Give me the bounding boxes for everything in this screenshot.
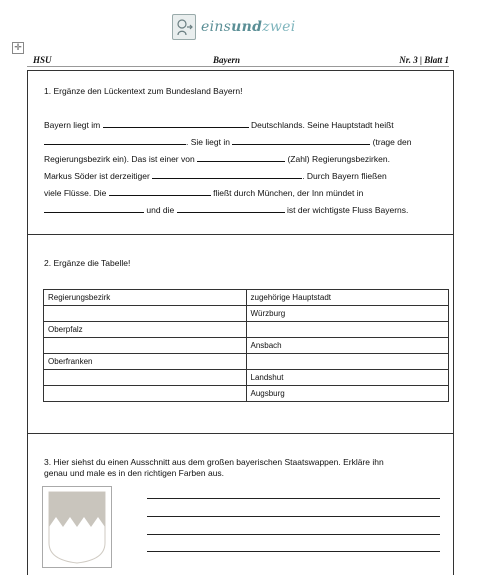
task3-title: 3. Hier siehst du einen Ausschnitt aus dem großen bayerischen Staatswappen. Erkläre ihn genau und male es in den richtigen Farben aus. (44, 457, 384, 478)
table-cell[interactable]: Oberpfalz (44, 322, 247, 338)
table-row (44, 354, 449, 370)
answer-line[interactable] (147, 551, 440, 552)
section-divider (27, 70, 453, 71)
logo (172, 12, 296, 42)
table-cell[interactable] (44, 306, 247, 322)
table-header-cell: Regierungsbezirk (44, 290, 247, 306)
table-cell[interactable]: Landshut (246, 370, 449, 386)
table-cell[interactable] (44, 386, 247, 402)
task1-line: viele Flüsse. Die fließt durch München, der Inn mündet in (44, 188, 364, 198)
blank-field[interactable] (44, 135, 186, 145)
table-cell[interactable]: Oberfranken (44, 354, 247, 370)
blank-field[interactable] (44, 203, 144, 213)
table-cell[interactable]: Würzburg (246, 306, 449, 322)
franconian-rake-icon (43, 487, 111, 567)
task1-line: Markus Söder ist derzeitiger . Durch Bayern fließen (44, 171, 387, 181)
answer-line[interactable] (147, 516, 440, 517)
blank-field[interactable] (152, 169, 302, 179)
section-divider (27, 234, 453, 235)
table-cell[interactable] (246, 354, 449, 370)
section-divider (27, 433, 453, 434)
table-header-cell: zugehörige Hauptstadt (246, 290, 449, 306)
blank-field[interactable] (197, 152, 285, 162)
table-left-border (27, 70, 28, 575)
task2-title: 2. Ergänze die Tabelle! (44, 258, 131, 268)
table-row (44, 322, 449, 338)
header-right: Nr. 3 | Blatt 1 (399, 55, 449, 65)
table-header-row (44, 290, 449, 306)
answer-line[interactable] (147, 534, 440, 535)
table-move-handle-icon[interactable]: ✛ (12, 42, 24, 54)
table-row (44, 386, 449, 402)
coat-of-arms-image[interactable] (42, 486, 112, 568)
blank-field[interactable] (109, 186, 211, 196)
table-cell[interactable]: Ansbach (246, 338, 449, 354)
task1-line: Regierungsbezirk ein). Das ist einer von (Zahl) Regierungsbezirken. (44, 154, 390, 164)
logo-text: einsundzwei (201, 19, 296, 35)
task1-line: Bayern liegt im Deutschlands. Seine Hauptstadt heißt (44, 120, 394, 130)
table-cell[interactable]: Augsburg (246, 386, 449, 402)
table-row (44, 370, 449, 386)
logo-icon (172, 14, 196, 40)
blank-field[interactable] (177, 203, 285, 213)
table-cell[interactable] (44, 370, 247, 386)
districts-table (43, 289, 449, 402)
task1-line: . Sie liegt in (trage den (44, 134, 446, 151)
header-center: Bayern (213, 55, 240, 65)
table-cell[interactable] (44, 338, 247, 354)
task1-line: und die ist der wichtigste Fluss Bayerns. (44, 202, 446, 219)
table-cell[interactable] (246, 322, 449, 338)
task1-text (44, 117, 446, 219)
table-row (44, 338, 449, 354)
task1-title: 1. Ergänze den Lückentext zum Bundesland Bayern! (44, 86, 243, 96)
blank-field[interactable] (103, 118, 249, 128)
page-header (27, 52, 449, 67)
table-right-border (453, 70, 454, 575)
answer-line[interactable] (147, 498, 440, 499)
header-left: HSU (33, 55, 52, 65)
blank-field[interactable] (232, 135, 370, 145)
table-row (44, 306, 449, 322)
